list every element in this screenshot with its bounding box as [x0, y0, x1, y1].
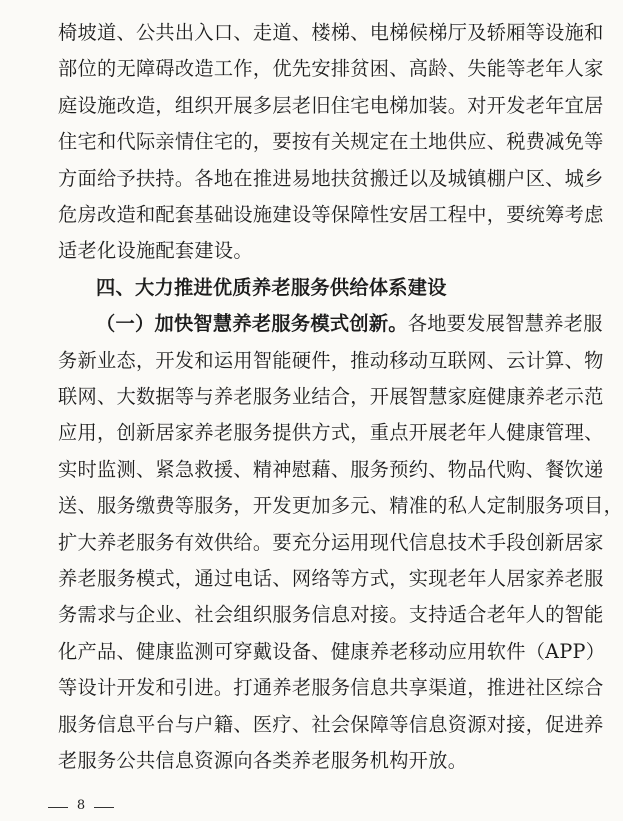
body-text-line: 椅坡道、公共出入口、走道、楼梯、电梯候梯厅及轿厢等设施和 [58, 21, 604, 44]
body-text-line: 送、服务缴费等服务，开发更加多元、精准的私人定制服务项目， [58, 494, 623, 518]
section-heading: 四、大力推进优质养老服务供给体系建设 [96, 275, 447, 299]
body-text-line: 化产品、健康监测可穿戴设备、健康养老移动应用软件（APP） [58, 639, 606, 663]
footer-dash-right [94, 807, 114, 808]
subheading-tail: 各地要发展智慧养老服 [407, 312, 603, 336]
body-text-line: 部位的无障碍改造工作，优先安排贫困、高龄、失能等老年人家 [58, 57, 604, 81]
body-text-line: 应用，创新居家养老服务提供方式，重点开展老年人健康管理、 [58, 421, 604, 445]
body-text-line: 务需求与企业、社会组织服务信息对接。支持适合老年人的智能 [58, 603, 604, 627]
subheading-line [96, 308, 603, 340]
body-text-line: 庭设施改造，组织开展多层老旧住宅电梯加装。对开发老年宜居 [58, 93, 604, 117]
subheading: （一）加快智慧养老服务模式创新。 [96, 312, 408, 336]
body-text-line: 适老化设施配套建设。 [58, 239, 253, 263]
body-text-line: 老服务公共信息资源向各类养老服务机构开放。 [58, 749, 468, 772]
body-text-line: 养老服务模式，通过电话、网络等方式，实现老年人居家养老服 [58, 567, 604, 590]
body-text-line: 务新业态，开发和运用智能硬件，推动移动互联网、云计算、物 [58, 348, 604, 372]
body-text-line: 扩大养老服务有效供给。要充分运用现代信息技术手段创新居家 [58, 530, 604, 554]
body-text-line: 实时监测、紧急救援、精神慰藉、服务预约、物品代购、餐饮递 [58, 457, 604, 481]
body-text-line: 住宅和代际亲情住宅的，要按有关规定在土地供应、税费减免等 [58, 130, 604, 154]
body-text-line: 服务信息平台与户籍、医疗、社会保障等信息资源对接，促进养 [58, 712, 604, 736]
footer-dash-left [48, 807, 68, 808]
body-text-line: 危房改造和配套基础设施建设等保障性安居工程中，要统筹考虑 [58, 203, 604, 226]
body-text-line: 等设计开发和引进。打通养老服务信息共享渠道，推进社区综合 [58, 676, 604, 700]
body-text-line: 方面给予扶持。各地在推进易地扶贫搬迁以及城镇棚户区、城乡 [58, 166, 604, 190]
body-text-line: 联网、大数据等与养老服务业结合，开展智慧家庭健康养老示范 [58, 385, 604, 408]
page-number: 8 [76, 798, 86, 813]
